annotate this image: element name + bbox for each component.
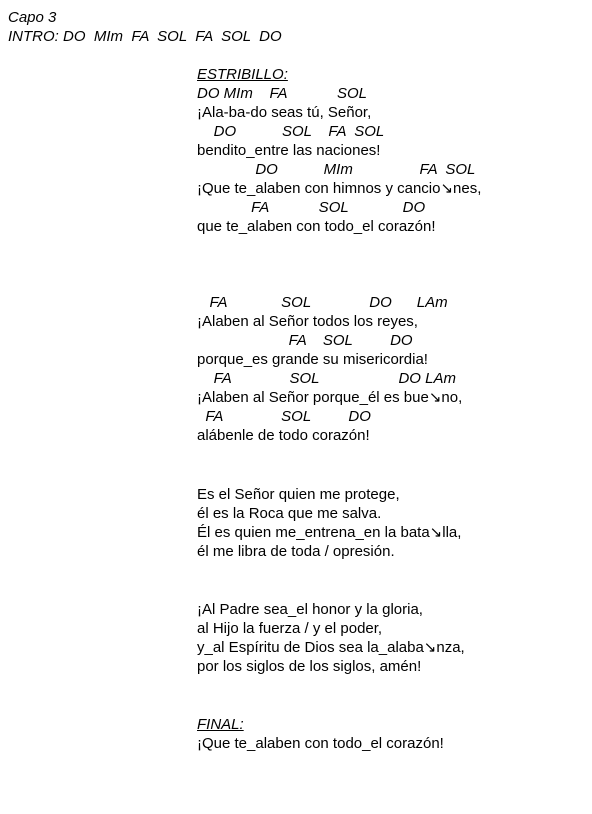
chord-line: DO MIm FA SOL — [197, 161, 476, 178]
lyric-line: bendito_entre las naciones! — [197, 142, 381, 159]
lyric-line: ¡Al Padre sea_el honor y la gloria, — [197, 601, 423, 618]
chord-line: FA SOL DO LAm — [197, 294, 448, 311]
chord-line: FA SOL DO — [197, 332, 413, 349]
lyric-line: al Hijo la fuerza / y el poder, — [197, 620, 383, 637]
lyric-line: Es el Señor quien me protege, — [197, 486, 400, 503]
capo-line: Capo 3 — [8, 9, 57, 26]
chord-line: FA SOL DO LAm — [197, 370, 456, 387]
chord-line: FA SOL DO — [197, 408, 371, 425]
estribillo-heading: ESTRIBILLO: — [197, 66, 288, 83]
lyric-line: ¡Alaben al Señor todos los reyes, — [197, 313, 418, 330]
lyric-line: él me libra de toda / opresión. — [197, 543, 395, 560]
chord-line: FA SOL DO — [197, 199, 426, 216]
lyric-line: ¡Ala-ba-do seas tú, Señor, — [197, 104, 372, 121]
lyric-line: ¡Alaben al Señor porque_él es bue↘no, — [197, 389, 463, 406]
lyric-line: por los siglos de los siglos, amén! — [197, 658, 422, 675]
lyric-line: alábenle de todo corazón! — [197, 427, 370, 444]
final-heading: FINAL: — [197, 716, 244, 733]
intro-line: INTRO: DO MIm FA SOL FA SOL DO — [8, 28, 282, 45]
lyric-line: y_al Espíritu de Dios sea la_alaba↘nza, — [197, 639, 465, 656]
lyric-line: ¡Que te_alaben con himnos y cancio↘nes, — [197, 180, 482, 197]
chord-line: DO SOL FA SOL — [197, 123, 385, 140]
lyric-line: que te_alaben con todo_el corazón! — [197, 218, 436, 235]
lyric-line: Él es quien me_entrena_en la bata↘lla, — [197, 524, 462, 541]
lyric-line: él es la Roca que me salva. — [197, 505, 382, 522]
lyric-line: ¡Que te_alaben con todo_el corazón! — [197, 735, 444, 752]
chord-line: DO MIm FA SOL — [197, 85, 368, 102]
lyric-line: porque_es grande su misericordia! — [197, 351, 428, 368]
